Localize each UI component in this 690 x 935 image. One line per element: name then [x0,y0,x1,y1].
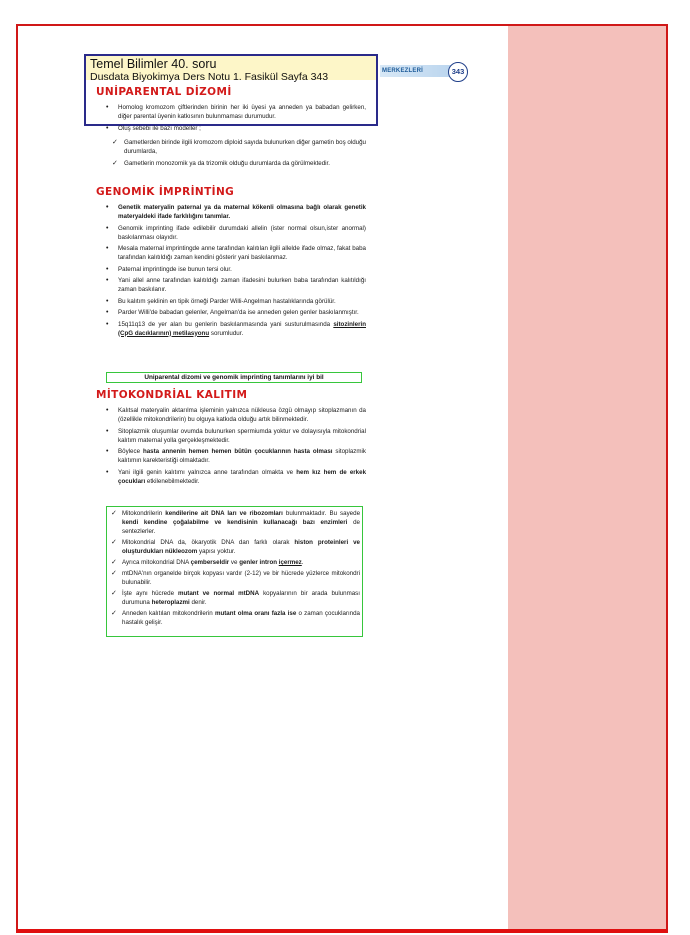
list-item: ✓ mtDNA'nın organelde birçok kopyası vardır (2-12) ve bir hücrede yüzlerce mitokondri bulunabilir. [111,570,360,586]
uniparental-sublist [110,138,366,170]
uniparental-list [96,103,366,135]
list-item: • 15q11q13 de yer alan bu genlerin baskılanmasında yani susturulmasında sitozinlerin (CpG dacıklarının) metilasyonu sorumludur. [106,320,366,337]
highlight-note: Uniparental dizomi ve genomik imprinting tanımlarını iyi bil [106,372,362,383]
list-item: • Yani ilgili genin kalıtımı yalnızca anne tarafından olmakta ve hem kız hem de erkek çocukları etkilenebilmektedir. [106,468,367,485]
list-item: • Kalıtsal materyalin aktarılma işleminin yalnızca nükleusa özgü olmayıp sitoplazmanın da (özellikle mitokondrilerin) bu olguya katkıda olduğu artık bilinmektedir. [106,407,366,423]
side-panel [508,26,666,929]
list-item: ✓ Mitokondrial DNA da, ökaryotik DNA dan farklı olarak histon proteinleri ve oluşturdukları nükleozom yapısı yoktur. [111,539,360,555]
list-item: ✓ Ayrıca mitokondrial DNA çemberseldir ve genler intron içermez. [111,559,304,566]
header-box [84,54,378,83]
list-item: • Parder Willi'de babadan gelenler, Angelman'da ise anneden gelen genler baskılanmıştır. [106,309,359,316]
list-item: ✓ İşte aynı hücrede mutant ve normal mtDNA kopyalarının bir arada bulunması durumuna heteroplazmi denir. [111,590,360,606]
list-item: ✓ Anneden kalıtılan mitokondrilerin mutant olma oranı fazla ise o zaman çocuklarında hastalık gelişir. [111,610,360,626]
mito-summary-list [110,509,360,629]
list-item: • Bu kalıtım şeklinin en tipik örneği Parder Willi-Angelman hastalıklarında görülür. [106,297,336,305]
section-heading-imprinting: GENOMİK İMPRİNTİNG [96,186,235,198]
list-item: • Homolog kromozom çiftlerinden birinin her iki üyesi ya anneden ya babadan gelirken, diğer parental üyenin katkısının bulunmaması durumudur. [106,104,366,120]
running-header: MERKEZLERİ [380,65,458,77]
list-item: ✓ Mitokondrilerin kendilerine ait DNA ları ve ribozomları bulunmaktadır. Bu sayede kendi kendine çoğalabilme ve kendisinin kullanacağı bazı enzimleri de sentezlerler. [111,510,361,535]
list-item: • Sitoplazmik oluşumlar ovumda bulunurken spermiumda yoktur ve dolayısıyla mitokondrial kalıtım maternal yolla gerçekleşmektedir. [106,427,366,444]
list-item: ✓ Gametlerden birinde ilgili kromozom diploid sayıda bulunurken diğer gametin boş olduğu durumlarda, [112,139,366,155]
header-subtitle: Dusdata Biyokimya Ders Notu 1. Fasikül Sayfa 343 [90,71,329,83]
list-item: • Mesala maternal imprintingde anne tarafından kalıtılan ilgili allelde ifade olmaz, fakat baba tarafından kalıtıldığı zaman kendini gösterir yani baskılanmaz. [106,245,366,261]
list-item: ✓ Gametlerin monozomik ya da trizomik olduğu durumlarda da görülmektedir. [112,159,330,167]
section-heading-uniparental: UNİPARENTAL DİZOMİ [96,86,232,98]
header-title: Temel Bilimler 40. soru [90,57,217,71]
imprinting-list [96,203,366,340]
page-number: 343 [448,62,468,82]
list-item: • Oluş sebebi ile bazı modeller ; [106,124,201,132]
page-frame [16,24,668,933]
list-item: • Böylece hasta annenin hemen hemen bütün çocuklarının hasta olması sitoplazmik kalıtımın karekteristiği olmaktadır. [106,448,366,464]
list-item: • Genomik imprinting ifade edilebilir durumdaki allelin (ister normal olsun,ister anormal) baskılanması olayıdır. [106,224,366,241]
list-item: • Yani allel anne tarafından kalıtıldığı zaman ifadesini bulurken baba tarafından kalıtıldığı zaman baskılanır. [106,277,366,293]
list-item: • Paternal imprintingde ise bunun tersi olur. [106,265,232,273]
list-item: • Genetik materyalin paternal ya da maternal kökenli olmasına bağlı olarak genetik materyaldeki ifade farklılığını tanımlar. [106,204,366,220]
mito-list [96,406,366,488]
section-heading-mito: MİTOKONDRİAL KALITIM [96,389,248,401]
